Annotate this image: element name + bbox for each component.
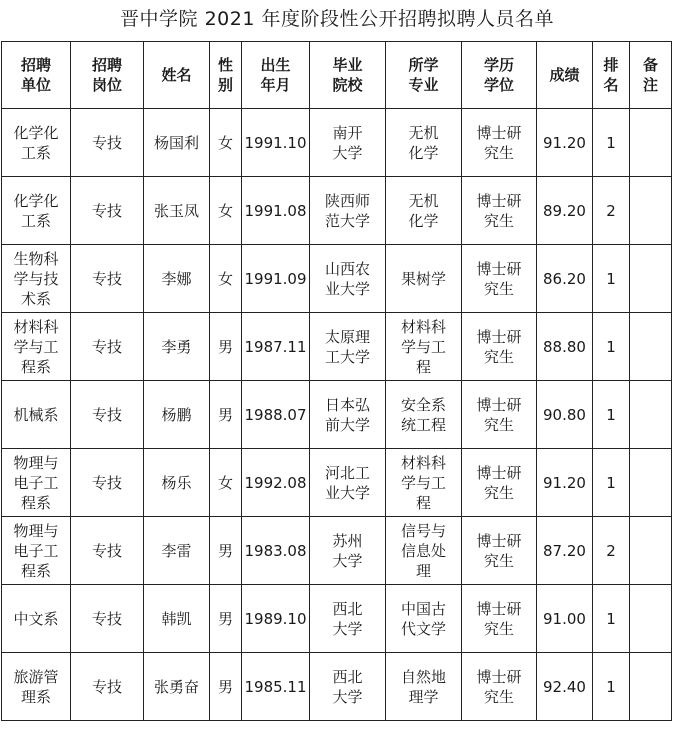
- cell-major-line: 信号与: [400, 521, 446, 540]
- column-header-line: 单位: [20, 76, 51, 94]
- cell-major-line: 统工程: [400, 415, 446, 434]
- cell-score-text: 86.20: [543, 269, 586, 288]
- cell-school-line: 南开: [332, 123, 363, 142]
- table-row: [2, 381, 672, 449]
- cell-degree-line: 博士研: [476, 667, 522, 686]
- cell-unit-line: 旅游管: [13, 667, 59, 686]
- cell-score: [537, 313, 593, 381]
- cell-name: [144, 381, 210, 449]
- cell-score-text: 89.20: [543, 201, 586, 220]
- cell-unit-line: 学与技: [13, 269, 59, 288]
- cell-unit-line: 工系: [20, 143, 51, 162]
- column-header-line: 姓名: [161, 66, 192, 84]
- cell-major-line: 材料科: [400, 453, 446, 472]
- cell-degree-line: 博士研: [476, 531, 522, 550]
- cell-degree-line: 究生: [483, 483, 514, 502]
- cell-degree-line: 究生: [483, 551, 514, 570]
- cell-degree-line: 究生: [483, 211, 514, 230]
- cell-degree: [462, 109, 537, 177]
- table-row: [2, 313, 672, 381]
- cell-birth: [242, 245, 310, 313]
- cell-rank-text: 1: [606, 473, 616, 492]
- cell-score-text: 91.00: [543, 609, 586, 628]
- cell-unit-line: 机械系: [13, 405, 59, 424]
- cell-school-line: 业大学: [324, 483, 370, 502]
- cell-rank-text: 1: [606, 269, 616, 288]
- column-header-birth: [242, 42, 310, 109]
- cell-birth-text: 1987.11: [244, 337, 307, 356]
- column-header-line: 岗位: [91, 76, 122, 94]
- cell-unit-line: 材料科: [13, 317, 59, 336]
- cell-rank-text: 2: [606, 541, 616, 560]
- cell-school: [310, 653, 386, 721]
- cell-birth-text: 1983.08: [244, 541, 307, 560]
- cell-school-line: 日本弘: [324, 395, 370, 414]
- cell-rank: [593, 177, 630, 245]
- cell-birth-text: 1988.07: [244, 405, 307, 424]
- cell-unit-line: 物理与: [13, 521, 59, 540]
- cell-major-line: 信息处: [400, 541, 446, 560]
- cell-gender-text: 男: [217, 541, 233, 560]
- column-header-note: [630, 42, 672, 109]
- cell-rank: [593, 245, 630, 313]
- column-header-line: 招聘: [91, 56, 122, 74]
- cell-name-text: 杨国利: [153, 133, 199, 152]
- cell-post-text: 专技: [91, 133, 122, 152]
- cell-school: [310, 313, 386, 381]
- column-header-line: 出生: [260, 56, 291, 74]
- cell-name-text: 李勇: [161, 337, 192, 356]
- cell-post: [71, 177, 144, 245]
- cell-gender-text: 男: [217, 609, 233, 628]
- cell-school-line: 工大学: [324, 347, 370, 366]
- cell-school-line: 大学: [332, 687, 363, 706]
- cell-school: [310, 109, 386, 177]
- cell-major-line: 程: [415, 493, 431, 512]
- cell-name: [144, 517, 210, 585]
- cell-unit-line: 电子工: [13, 541, 59, 560]
- table-row: [2, 177, 672, 245]
- cell-post-text: 专技: [91, 405, 122, 424]
- cell-gender: [210, 313, 242, 381]
- cell-rank-text: 1: [606, 677, 616, 696]
- cell-school: [310, 449, 386, 517]
- cell-major: [386, 177, 462, 245]
- cell-rank: [593, 313, 630, 381]
- cell-note: [630, 449, 672, 517]
- cell-birth-text: 1985.11: [244, 677, 307, 696]
- cell-degree-line: 究生: [483, 415, 514, 434]
- cell-gender: [210, 653, 242, 721]
- cell-score: [537, 517, 593, 585]
- cell-post-text: 专技: [91, 473, 122, 492]
- cell-unit-line: 程系: [20, 493, 51, 512]
- cell-birth: [242, 585, 310, 653]
- cell-major-line: 学与工: [400, 473, 446, 492]
- cell-major-line: 代文学: [400, 619, 446, 638]
- cell-note: [630, 653, 672, 721]
- cell-rank-text: 2: [606, 201, 616, 220]
- cell-unit: [2, 109, 71, 177]
- cell-major: [386, 109, 462, 177]
- cell-rank: [593, 517, 630, 585]
- cell-gender-text: 女: [217, 473, 233, 492]
- column-header-gender: [210, 42, 242, 109]
- cell-note: [630, 109, 672, 177]
- cell-degree-line: 博士研: [476, 463, 522, 482]
- cell-degree: [462, 381, 537, 449]
- table-row: [2, 517, 672, 585]
- cell-post: [71, 653, 144, 721]
- cell-note: [630, 517, 672, 585]
- cell-birth: [242, 653, 310, 721]
- cell-birth-text: 1992.08: [244, 473, 307, 492]
- column-header-line: 成绩: [549, 66, 580, 84]
- cell-degree-line: 究生: [483, 279, 514, 298]
- cell-rank: [593, 381, 630, 449]
- cell-rank-text: 1: [606, 337, 616, 356]
- cell-unit-line: 学与工: [13, 337, 59, 356]
- cell-school: [310, 177, 386, 245]
- cell-post: [71, 585, 144, 653]
- cell-unit-line: 化学化: [13, 123, 59, 142]
- column-header-line: 备: [642, 56, 658, 74]
- cell-gender: [210, 245, 242, 313]
- cell-major-line: 化学: [408, 211, 439, 230]
- cell-name-text: 张勇奋: [153, 677, 199, 696]
- table-row: [2, 449, 672, 517]
- document-title: 晋中学院 2021 年度阶段性公开招聘拟聘人员名单: [120, 8, 554, 30]
- cell-unit-line: 程系: [20, 357, 51, 376]
- cell-major: [386, 313, 462, 381]
- cell-unit: [2, 653, 71, 721]
- cell-gender: [210, 381, 242, 449]
- column-header-rank: [593, 42, 630, 109]
- cell-major-line: 材料科: [400, 317, 446, 336]
- cell-unit-line: 物理与: [13, 453, 59, 472]
- cell-degree: [462, 313, 537, 381]
- cell-major-line: 安全系: [400, 395, 446, 414]
- cell-name-text: 张玉凤: [153, 201, 199, 220]
- cell-rank-text: 1: [606, 609, 616, 628]
- cell-degree: [462, 517, 537, 585]
- hiring-roster-table: [1, 41, 672, 721]
- column-header-major: [386, 42, 462, 109]
- cell-major-line: 理: [415, 561, 431, 580]
- cell-school-line: 前大学: [324, 415, 370, 434]
- cell-birth-text: 1989.10: [244, 609, 307, 628]
- cell-school-line: 苏州: [332, 531, 363, 550]
- cell-unit-line: 电子工: [13, 473, 59, 492]
- cell-gender-text: 女: [217, 133, 233, 152]
- cell-degree-line: 究生: [483, 347, 514, 366]
- cell-score: [537, 177, 593, 245]
- cell-gender: [210, 449, 242, 517]
- cell-score-text: 90.80: [543, 405, 586, 424]
- cell-name-text: 杨乐: [161, 473, 192, 492]
- cell-degree: [462, 245, 537, 313]
- cell-degree-line: 博士研: [476, 599, 522, 618]
- cell-gender-text: 女: [217, 201, 233, 220]
- cell-unit: [2, 245, 71, 313]
- cell-major-line: 无机: [408, 191, 439, 210]
- cell-birth: [242, 109, 310, 177]
- cell-school-line: 陕西师: [324, 191, 370, 210]
- column-header-name: [144, 42, 210, 109]
- cell-score-text: 88.80: [543, 337, 586, 356]
- cell-school-line: 大学: [332, 551, 363, 570]
- cell-name-text: 韩凯: [161, 609, 192, 628]
- column-header-line: 学位: [483, 76, 514, 94]
- column-header-line: 年月: [260, 76, 291, 94]
- cell-unit-line: 中文系: [13, 609, 59, 628]
- cell-name-text: 李雷: [161, 541, 192, 560]
- cell-note: [630, 177, 672, 245]
- cell-degree: [462, 177, 537, 245]
- cell-major-line: 程: [415, 357, 431, 376]
- cell-name: [144, 109, 210, 177]
- table-row: [2, 109, 672, 177]
- cell-unit-line: 理系: [20, 687, 51, 706]
- cell-note: [630, 245, 672, 313]
- cell-gender-text: 男: [217, 337, 233, 356]
- cell-post-text: 专技: [91, 337, 122, 356]
- cell-score-text: 91.20: [543, 133, 586, 152]
- column-header-line: 注: [642, 76, 658, 94]
- cell-major-line: 化学: [408, 143, 439, 162]
- cell-name: [144, 653, 210, 721]
- cell-major-line: 自然地: [400, 667, 446, 686]
- column-header-line: 名: [603, 76, 619, 94]
- column-header-line: 学历: [483, 56, 514, 74]
- cell-post-text: 专技: [91, 269, 122, 288]
- cell-gender: [210, 177, 242, 245]
- cell-unit-line: 化学化: [13, 191, 59, 210]
- cell-school: [310, 585, 386, 653]
- cell-post: [71, 109, 144, 177]
- cell-name: [144, 585, 210, 653]
- cell-note: [630, 381, 672, 449]
- cell-school-line: 山西农: [324, 259, 370, 278]
- column-header-unit: [2, 42, 71, 109]
- cell-name: [144, 313, 210, 381]
- cell-degree-line: 博士研: [476, 259, 522, 278]
- cell-note: [630, 313, 672, 381]
- cell-unit: [2, 177, 71, 245]
- cell-note: [630, 585, 672, 653]
- cell-degree-line: 博士研: [476, 191, 522, 210]
- column-header-post: [71, 42, 144, 109]
- cell-rank: [593, 449, 630, 517]
- cell-major-line: 理学: [408, 687, 439, 706]
- table-row: [2, 653, 672, 721]
- column-header-line: 别: [217, 76, 233, 94]
- cell-post-text: 专技: [91, 677, 122, 696]
- cell-major: [386, 245, 462, 313]
- cell-birth: [242, 313, 310, 381]
- column-header-line: 所学: [408, 56, 439, 74]
- header-row: [2, 42, 672, 109]
- cell-degree-line: 究生: [483, 687, 514, 706]
- column-header-line: 排: [603, 56, 619, 74]
- cell-rank: [593, 109, 630, 177]
- column-header-line: 性: [217, 56, 233, 74]
- cell-school-line: 太原理: [324, 327, 370, 346]
- cell-major: [386, 449, 462, 517]
- cell-birth-text: 1991.09: [244, 269, 307, 288]
- cell-degree-line: 究生: [483, 619, 514, 638]
- cell-name: [144, 449, 210, 517]
- cell-unit: [2, 517, 71, 585]
- cell-unit: [2, 381, 71, 449]
- cell-gender-text: 男: [217, 677, 233, 696]
- cell-unit-line: 程系: [20, 561, 51, 580]
- cell-gender: [210, 585, 242, 653]
- cell-school-line: 西北: [332, 599, 363, 618]
- cell-degree-line: 究生: [483, 143, 514, 162]
- table-row: [2, 245, 672, 313]
- cell-name-text: 李娜: [161, 269, 192, 288]
- cell-school-line: 业大学: [324, 279, 370, 298]
- cell-post: [71, 381, 144, 449]
- cell-major-line: 无机: [408, 123, 439, 142]
- cell-score: [537, 449, 593, 517]
- cell-unit: [2, 585, 71, 653]
- cell-post-text: 专技: [91, 541, 122, 560]
- cell-birth: [242, 517, 310, 585]
- cell-post: [71, 449, 144, 517]
- cell-gender-text: 女: [217, 269, 233, 288]
- cell-unit: [2, 313, 71, 381]
- cell-rank: [593, 653, 630, 721]
- cell-name: [144, 177, 210, 245]
- cell-gender: [210, 517, 242, 585]
- cell-name-text: 杨鹏: [161, 405, 192, 424]
- cell-school: [310, 517, 386, 585]
- cell-major: [386, 517, 462, 585]
- cell-degree-line: 博士研: [476, 395, 522, 414]
- cell-name: [144, 245, 210, 313]
- column-header-score: [537, 42, 593, 109]
- cell-major: [386, 653, 462, 721]
- cell-rank: [593, 585, 630, 653]
- cell-degree-line: 博士研: [476, 327, 522, 346]
- cell-unit: [2, 449, 71, 517]
- cell-score: [537, 585, 593, 653]
- cell-school-line: 大学: [332, 143, 363, 162]
- cell-score: [537, 245, 593, 313]
- cell-rank-text: 1: [606, 133, 616, 152]
- column-header-school: [310, 42, 386, 109]
- table-row: [2, 585, 672, 653]
- cell-score-text: 91.20: [543, 473, 586, 492]
- cell-degree-line: 博士研: [476, 123, 522, 142]
- cell-score: [537, 653, 593, 721]
- cell-gender: [210, 109, 242, 177]
- cell-degree: [462, 653, 537, 721]
- cell-birth: [242, 449, 310, 517]
- cell-major-line: 果树学: [400, 269, 446, 288]
- cell-school: [310, 381, 386, 449]
- cell-school-line: 范大学: [324, 211, 370, 230]
- column-header-line: 招聘: [20, 56, 51, 74]
- cell-degree: [462, 585, 537, 653]
- cell-degree: [462, 449, 537, 517]
- cell-score: [537, 381, 593, 449]
- cell-gender-text: 男: [217, 405, 233, 424]
- cell-birth: [242, 177, 310, 245]
- cell-school: [310, 245, 386, 313]
- cell-post: [71, 517, 144, 585]
- cell-school-line: 西北: [332, 667, 363, 686]
- cell-major-line: 中国古: [400, 599, 446, 618]
- cell-unit-line: 工系: [20, 211, 51, 230]
- cell-score-text: 87.20: [543, 541, 586, 560]
- cell-birth: [242, 381, 310, 449]
- cell-score: [537, 109, 593, 177]
- cell-rank-text: 1: [606, 405, 616, 424]
- cell-birth-text: 1991.10: [244, 133, 307, 152]
- cell-major: [386, 381, 462, 449]
- cell-school-line: 大学: [332, 619, 363, 638]
- cell-birth-text: 1991.08: [244, 201, 307, 220]
- cell-school-line: 河北工: [324, 463, 370, 482]
- column-header-line: 专业: [408, 76, 439, 94]
- cell-unit-line: 术系: [20, 289, 51, 308]
- cell-post-text: 专技: [91, 609, 122, 628]
- cell-major: [386, 585, 462, 653]
- column-header-line: 毕业: [332, 56, 363, 74]
- cell-post: [71, 245, 144, 313]
- cell-major-line: 学与工: [400, 337, 446, 356]
- column-header-degree: [462, 42, 537, 109]
- cell-unit-line: 生物科: [13, 249, 59, 268]
- cell-score-text: 92.40: [543, 677, 586, 696]
- table-body: [2, 109, 672, 721]
- cell-post: [71, 313, 144, 381]
- column-header-line: 院校: [332, 76, 363, 94]
- cell-post-text: 专技: [91, 201, 122, 220]
